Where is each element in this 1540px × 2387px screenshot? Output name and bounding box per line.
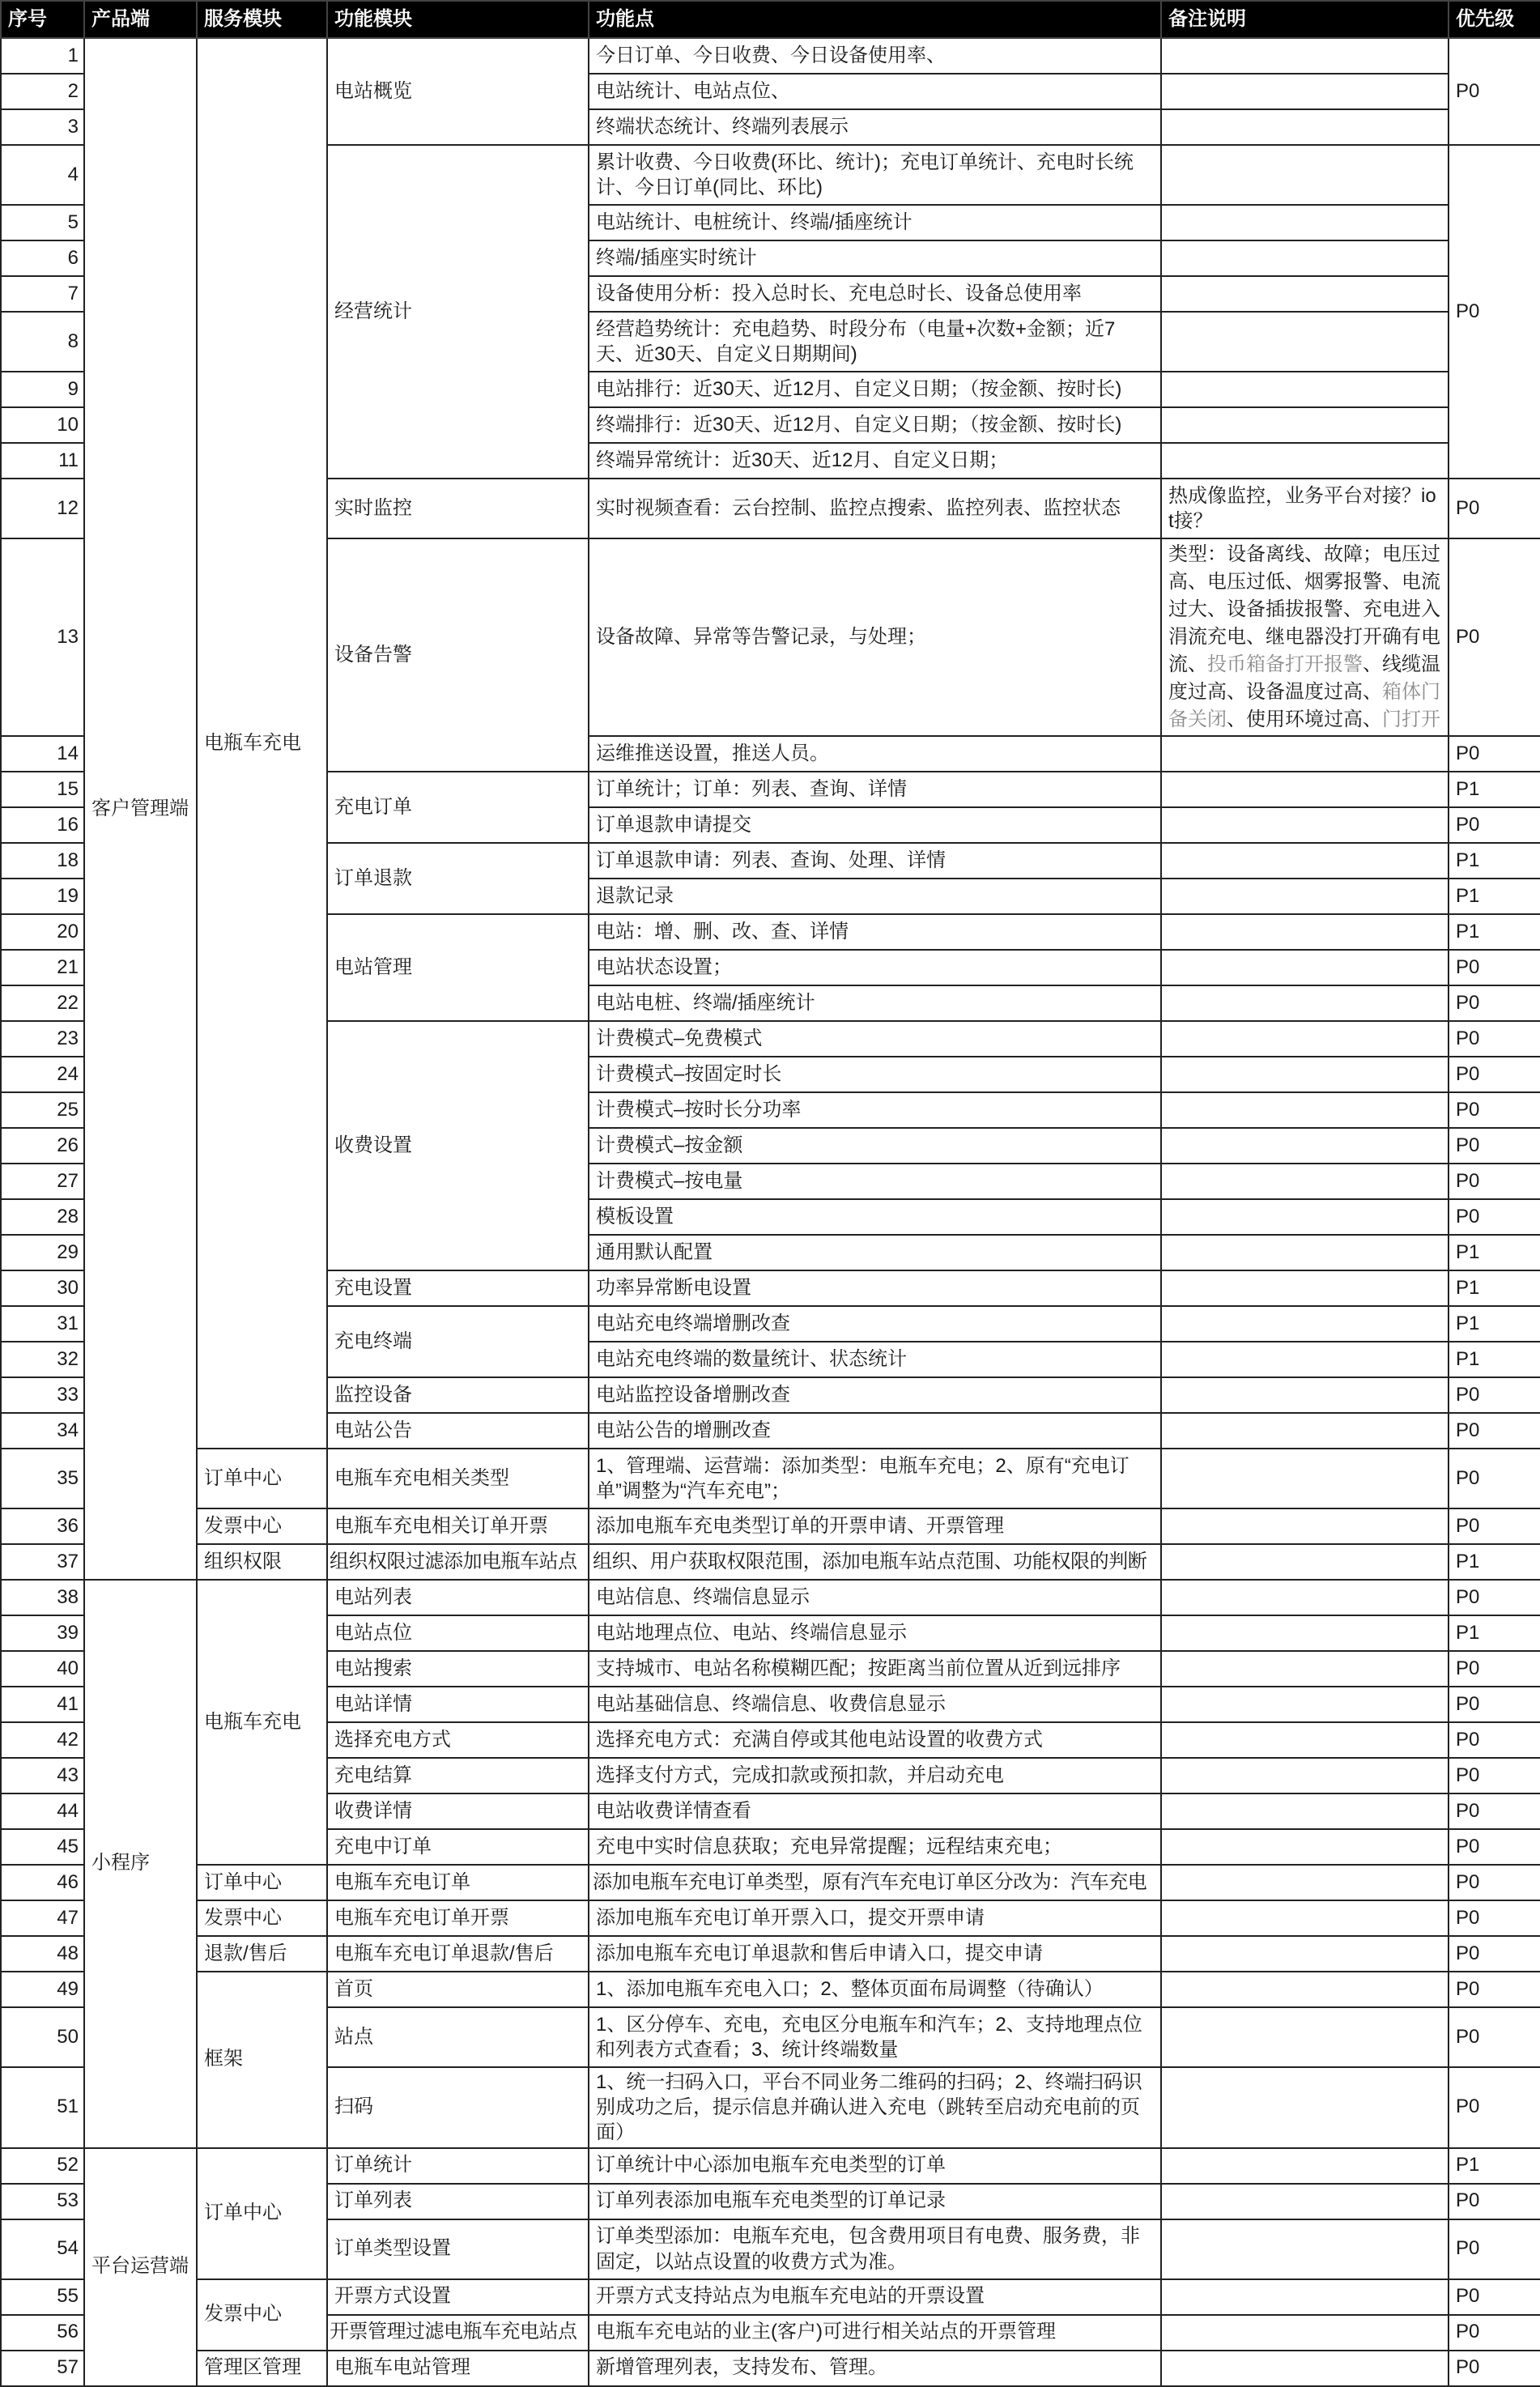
module-cell: 组织权限过滤添加电瓶车站点 [327, 1544, 589, 1580]
row-number: 15 [1, 772, 84, 807]
row-number: 2 [1, 74, 84, 109]
priority-cell: P1 [1449, 1270, 1540, 1306]
product-cell: 平台运营端 [84, 2148, 197, 2386]
feature-cell: 计费模式–按电量 [589, 1164, 1161, 1199]
module-cell: 电瓶车充电相关类型 [327, 1449, 589, 1508]
table-row [1, 1972, 1540, 2007]
product-cell: 客户管理端 [84, 38, 197, 1580]
row-number: 38 [1, 1580, 84, 1615]
feature-cell: 添加电瓶车充电订单开票入口，提交开票申请 [589, 1900, 1161, 1936]
module-cell: 首页 [327, 1972, 589, 2007]
row-number: 52 [1, 2148, 84, 2184]
note-cell [1161, 1342, 1449, 1377]
module-cell: 实时监控 [327, 479, 589, 538]
priority-cell: P0 [1449, 1900, 1540, 1936]
module-cell: 经营统计 [327, 145, 589, 479]
table-row [1, 1508, 1540, 1544]
priority-cell: P1 [1449, 914, 1540, 950]
module-cell: 收费设置 [327, 1021, 589, 1270]
feature-cell: 今日订单、今日收费、今日设备使用率、 [589, 38, 1161, 74]
feature-cell: 组织、用户获取权限范围，添加电瓶车站点范围、功能权限的判断 [589, 1544, 1161, 1580]
priority-cell: P1 [1449, 1235, 1540, 1270]
module-cell: 电站搜索 [327, 1651, 589, 1687]
priority-cell: P0 [1449, 1508, 1540, 1544]
note-cell [1161, 109, 1449, 145]
priority-cell: P0 [1449, 1449, 1540, 1508]
feature-cell: 电站状态设置； [589, 950, 1161, 985]
row-number: 13 [1, 538, 84, 736]
row-number: 49 [1, 1972, 84, 2007]
note-cell [1161, 407, 1449, 443]
priority-cell: P0 [1449, 145, 1540, 479]
module-cell: 电站管理 [327, 914, 589, 1021]
priority-cell: P1 [1449, 1342, 1540, 1377]
table-row [1, 2351, 1540, 2386]
header-cell: 优先级 [1449, 1, 1540, 38]
service-cell: 发票中心 [197, 1508, 327, 1544]
note-cell [1161, 1164, 1449, 1199]
priority-cell: P0 [1449, 1128, 1540, 1164]
note-cell [1161, 74, 1449, 109]
note-cell [1161, 372, 1449, 407]
feature-cell: 电站充电终端增删改查 [589, 1306, 1161, 1342]
note-cell [1161, 2219, 1449, 2279]
row-number: 19 [1, 879, 84, 914]
priority-cell: P0 [1449, 1413, 1540, 1449]
feature-cell: 电瓶车充电站的业主(客户)可进行相关站点的开票管理 [589, 2315, 1161, 2351]
service-cell: 订单中心 [197, 1449, 327, 1508]
priority-cell: P0 [1449, 950, 1540, 985]
module-cell: 选择充电方式 [327, 1722, 589, 1758]
priority-cell: P0 [1449, 2219, 1540, 2279]
row-number: 9 [1, 372, 84, 407]
row-number: 27 [1, 1164, 84, 1199]
priority-cell: P0 [1449, 1758, 1540, 1793]
row-number: 11 [1, 443, 84, 479]
priority-cell: P0 [1449, 2279, 1540, 2315]
service-cell: 电瓶车充电 [197, 1580, 327, 1865]
row-number: 25 [1, 1092, 84, 1128]
row-number: 26 [1, 1128, 84, 1164]
note-cell [1161, 240, 1449, 276]
feature-cell: 1、管理端、运营端：添加类型：电瓶车充电；2、原有“充电订单”调整为“汽车充电”； [589, 1449, 1161, 1508]
note-cell [1161, 914, 1449, 950]
row-number: 44 [1, 1793, 84, 1829]
note-cell [1161, 38, 1449, 74]
service-cell: 退款/售后 [197, 1936, 327, 1972]
header-cell: 序号 [1, 1, 84, 38]
feature-cell: 电站：增、删、改、查、详情 [589, 914, 1161, 950]
feature-cell: 选择充电方式：充满自停或其他电站设置的收费方式 [589, 1722, 1161, 1758]
feature-cell: 计费模式–按时长分功率 [589, 1092, 1161, 1128]
feature-cell: 运维推送设置，推送人员。 [589, 736, 1161, 772]
product-cell: 小程序 [84, 1580, 197, 2148]
module-cell: 订单类型设置 [327, 2219, 589, 2279]
feature-cell: 电站统计、电站点位、 [589, 74, 1161, 109]
feature-cell: 订单退款申请提交 [589, 807, 1161, 843]
feature-cell: 终端排行：近30天、近12月、自定义日期；（按金额、按时长) [589, 407, 1161, 443]
module-cell: 电站公告 [327, 1413, 589, 1449]
feature-cell: 电站充电终端的数量统计、状态统计 [589, 1342, 1161, 1377]
note-cell [1161, 1900, 1449, 1936]
feature-cell: 1、统一扫码入口，平台不同业务二维码的扫码；2、终端扫码识别成功之后，提示信息并确认进入充电（跳转至启动充电前的页面） [589, 2067, 1161, 2148]
module-cell: 电瓶车充电订单退款/售后 [327, 1936, 589, 1972]
priority-cell: P0 [1449, 1793, 1540, 1829]
feature-cell: 终端状态统计、终端列表展示 [589, 109, 1161, 145]
feature-cell: 电站收费详情查看 [589, 1793, 1161, 1829]
header-cell: 功能模块 [327, 1, 589, 38]
note-cell [1161, 1092, 1449, 1128]
feature-cell: 添加电瓶车充电订单退款和售后申请入口，提交申请 [589, 1936, 1161, 1972]
note-cell [1161, 1128, 1449, 1164]
row-number: 20 [1, 914, 84, 950]
note-cell [1161, 205, 1449, 240]
priority-cell: P0 [1449, 1057, 1540, 1092]
row-number: 31 [1, 1306, 84, 1342]
priority-cell: P0 [1449, 2184, 1540, 2219]
row-number: 33 [1, 1377, 84, 1413]
module-cell: 充电结算 [327, 1758, 589, 1793]
feature-cell: 添加电瓶车充电订单类型，原有汽车充电订单区分改为：汽车充电 [589, 1865, 1161, 1900]
feature-cell: 终端异常统计：近30天、近12月、自定义日期； [589, 443, 1161, 479]
module-cell: 电站列表 [327, 1580, 589, 1615]
note-cell [1161, 1413, 1449, 1449]
row-number: 7 [1, 276, 84, 312]
priority-cell: P0 [1449, 1651, 1540, 1687]
row-number: 41 [1, 1687, 84, 1722]
module-cell: 订单统计 [327, 2148, 589, 2184]
priority-cell: P0 [1449, 2007, 1540, 2067]
row-number: 3 [1, 109, 84, 145]
feature-cell: 电站地理点位、电站、终端信息显示 [589, 1615, 1161, 1651]
row-number: 42 [1, 1722, 84, 1758]
priority-cell: P0 [1449, 2351, 1540, 2386]
header-cell: 功能点 [589, 1, 1161, 38]
row-number: 34 [1, 1413, 84, 1449]
priority-cell: P1 [1449, 843, 1540, 879]
priority-cell: P0 [1449, 1021, 1540, 1057]
row-number: 8 [1, 312, 84, 372]
priority-cell: P0 [1449, 736, 1540, 772]
priority-cell: P0 [1449, 1687, 1540, 1722]
module-cell: 充电终端 [327, 1306, 589, 1377]
feature-cell: 电站排行：近30天、近12月、自定义日期；（按金额、按时长) [589, 372, 1161, 407]
note-cell [1161, 2315, 1449, 2351]
row-number: 40 [1, 1651, 84, 1687]
feature-cell: 添加电瓶车充电类型订单的开票申请、开票管理 [589, 1508, 1161, 1544]
note-cell [1161, 2279, 1449, 2315]
note-cell [1161, 2351, 1449, 2386]
priority-cell: P0 [1449, 1829, 1540, 1865]
row-number: 46 [1, 1865, 84, 1900]
row-number: 54 [1, 2219, 84, 2279]
module-cell: 设备告警 [327, 538, 589, 772]
row-number: 23 [1, 1021, 84, 1057]
priority-cell: P0 [1449, 985, 1540, 1021]
module-cell: 站点 [327, 2007, 589, 2067]
row-number: 16 [1, 807, 84, 843]
row-number: 18 [1, 843, 84, 879]
feature-cell: 支持城市、电站名称模糊匹配；按距离当前位置从近到远排序 [589, 1651, 1161, 1687]
table-row [1, 2148, 1540, 2184]
priority-cell: P1 [1449, 772, 1540, 807]
row-number: 4 [1, 145, 84, 205]
feature-cell: 新增管理列表，支持发布、管理。 [589, 2351, 1161, 2386]
row-number: 5 [1, 205, 84, 240]
note-cell [1161, 312, 1449, 372]
module-cell: 电站概览 [327, 38, 589, 145]
priority-cell: P1 [1449, 1544, 1540, 1580]
service-cell: 管理区管理 [197, 2351, 327, 2386]
note-cell [1161, 276, 1449, 312]
feature-cell: 订单统计中心添加电瓶车充电类型的订单 [589, 2148, 1161, 2184]
note-cell [1161, 1235, 1449, 1270]
feature-cell: 实时视频查看：云台控制、监控点搜索、监控列表、监控状态 [589, 479, 1161, 538]
note-cell [1161, 1687, 1449, 1722]
table-row [1, 1936, 1540, 1972]
feature-cell: 电站基础信息、终端信息、收费信息显示 [589, 1687, 1161, 1722]
note-cell [1161, 2007, 1449, 2067]
table-row [1, 1900, 1540, 1936]
module-cell: 充电中订单 [327, 1829, 589, 1865]
module-cell: 监控设备 [327, 1377, 589, 1413]
feature-cell: 充电中实时信息获取；充电异常提醒；远程结束充电； [589, 1829, 1161, 1865]
row-number: 56 [1, 2315, 84, 2351]
module-cell: 开票方式设置 [327, 2279, 589, 2315]
feature-cell: 计费模式–免费模式 [589, 1021, 1161, 1057]
module-cell: 充电设置 [327, 1270, 589, 1306]
service-cell: 框架 [197, 1972, 327, 2148]
note-cell [1161, 1306, 1449, 1342]
note-cell [1161, 950, 1449, 985]
feature-cell: 终端/插座实时统计 [589, 240, 1161, 276]
row-number: 24 [1, 1057, 84, 1092]
row-number: 21 [1, 950, 84, 985]
feature-cell: 模板设置 [589, 1199, 1161, 1235]
row-number: 53 [1, 2184, 84, 2219]
note-cell [1161, 736, 1449, 772]
table-row [1, 1865, 1540, 1900]
module-cell: 电站点位 [327, 1615, 589, 1651]
priority-cell: P0 [1449, 1936, 1540, 1972]
row-number: 35 [1, 1449, 84, 1508]
module-cell: 订单退款 [327, 843, 589, 914]
row-number: 10 [1, 407, 84, 443]
note-cell [1161, 1615, 1449, 1651]
feature-cell: 订单类型添加：电瓶车充电，包含费用项目有电费、服务费，非固定，以站点设置的收费方式为准。 [589, 2219, 1161, 2279]
service-cell: 电瓶车充电 [197, 38, 327, 1449]
priority-cell: P0 [1449, 1580, 1540, 1615]
row-number: 28 [1, 1199, 84, 1235]
feature-cell: 经营趋势统计：充电趋势、时段分布（电量+次数+金额；近7天、近30天、自定义日期期间) [589, 312, 1161, 372]
note-cell [1161, 772, 1449, 807]
priority-cell: P0 [1449, 1722, 1540, 1758]
note-cell [1161, 443, 1449, 479]
note-cell: 热成像监控，业务平台对接？iot接？ [1161, 479, 1449, 538]
row-number: 57 [1, 2351, 84, 2386]
note-cell [1161, 1758, 1449, 1793]
note-cell [1161, 1580, 1449, 1615]
priority-cell: P0 [1449, 1164, 1540, 1199]
priority-cell: P1 [1449, 879, 1540, 914]
module-cell: 电瓶车充电相关订单开票 [327, 1508, 589, 1544]
alarm-note-cell [1161, 538, 1449, 736]
note-cell [1161, 1829, 1449, 1865]
note-cell [1161, 145, 1449, 205]
alarm-type-note: 类型：设备离线、故障；电压过高、电压过低、烟雾报警、电流过大、设备插拔报警、充电进入涓流充电、继电器没打开确有电流、投币箱备打开报警、线缆温度过高、设备温度过高、箱体门备关闭、使用环境过高、门打开 [1168, 542, 1440, 731]
row-number: 14 [1, 736, 84, 772]
row-number: 48 [1, 1936, 84, 1972]
note-cell [1161, 1544, 1449, 1580]
row-number: 55 [1, 2279, 84, 2315]
priority-cell: P0 [1449, 807, 1540, 843]
note-cell [1161, 2148, 1449, 2184]
row-number: 43 [1, 1758, 84, 1793]
table-row [1, 1449, 1540, 1508]
note-cell [1161, 807, 1449, 843]
priority-cell: P0 [1449, 1092, 1540, 1128]
module-cell: 开票管理过滤电瓶车充电站点 [327, 2315, 589, 2351]
header-cell: 产品端 [84, 1, 197, 38]
row-number: 45 [1, 1829, 84, 1865]
row-number: 30 [1, 1270, 84, 1306]
module-cell: 收费详情 [327, 1793, 589, 1829]
note-cell [1161, 843, 1449, 879]
feature-cell: 电站监控设备增删改查 [589, 1377, 1161, 1413]
note-cell [1161, 1972, 1449, 2007]
service-cell: 订单中心 [197, 1865, 327, 1900]
table-row [1, 38, 1540, 74]
priority-cell: P0 [1449, 479, 1540, 538]
row-number: 6 [1, 240, 84, 276]
module-cell: 订单列表 [327, 2184, 589, 2219]
feature-cell: 计费模式–按金额 [589, 1128, 1161, 1164]
note-cell [1161, 1936, 1449, 1972]
priority-cell: P0 [1449, 1865, 1540, 1900]
priority-cell: P0 [1449, 1199, 1540, 1235]
feature-cell: 设备使用分析：投入总时长、充电总时长、设备总使用率 [589, 276, 1161, 312]
service-cell: 发票中心 [197, 1900, 327, 1936]
module-cell: 扫码 [327, 2067, 589, 2148]
feature-cell: 电站电桩、终端/插座统计 [589, 985, 1161, 1021]
module-cell: 电瓶车电站管理 [327, 2351, 589, 2386]
feature-cell: 订单列表添加电瓶车充电类型的订单记录 [589, 2184, 1161, 2219]
header-cell: 服务模块 [197, 1, 327, 38]
service-cell: 发票中心 [197, 2279, 327, 2351]
note-cell [1161, 2184, 1449, 2219]
priority-cell: P1 [1449, 1615, 1540, 1651]
row-number: 37 [1, 1544, 84, 1580]
note-cell [1161, 1449, 1449, 1508]
row-number: 12 [1, 479, 84, 538]
note-cell [1161, 1199, 1449, 1235]
note-cell [1161, 1865, 1449, 1900]
note-cell [1161, 1651, 1449, 1687]
row-number: 1 [1, 38, 84, 74]
row-number: 51 [1, 2067, 84, 2148]
feature-cell: 功率异常断电设置 [589, 1270, 1161, 1306]
feature-cell: 电站信息、终端信息显示 [589, 1580, 1161, 1615]
feature-cell: 累计收费、今日收费(环比、统计)；充电订单统计、充电时长统计、今日订单(同比、环比) [589, 145, 1161, 205]
feature-cell: 电站统计、电桩统计、终端/插座统计 [589, 205, 1161, 240]
priority-cell: P0 [1449, 38, 1540, 145]
feature-cell: 开票方式支持站点为电瓶车充电站的开票设置 [589, 2279, 1161, 2315]
feature-cell: 设备故障、异常等告警记录，与处理； [589, 538, 1161, 736]
service-cell: 组织权限 [197, 1544, 327, 1580]
service-cell: 订单中心 [197, 2148, 327, 2279]
priority-cell: P1 [1449, 1306, 1540, 1342]
priority-cell: P0 [1449, 2315, 1540, 2351]
row-number: 50 [1, 2007, 84, 2067]
feature-cell: 订单退款申请：列表、查询、处理、详情 [589, 843, 1161, 879]
note-cell [1161, 1793, 1449, 1829]
row-number: 22 [1, 985, 84, 1021]
note-cell [1161, 2067, 1449, 2148]
row-number: 36 [1, 1508, 84, 1544]
priority-cell: P0 [1449, 1377, 1540, 1413]
note-cell [1161, 1722, 1449, 1758]
note-cell [1161, 1057, 1449, 1092]
note-cell [1161, 1508, 1449, 1544]
module-cell: 电瓶车充电订单 [327, 1865, 589, 1900]
feature-cell: 通用默认配置 [589, 1235, 1161, 1270]
note-cell [1161, 1021, 1449, 1057]
note-cell [1161, 1377, 1449, 1413]
header-cell: 备注说明 [1161, 1, 1449, 38]
module-cell: 电站详情 [327, 1687, 589, 1722]
feature-cell: 计费模式–按固定时长 [589, 1057, 1161, 1092]
table-row [1, 2279, 1540, 2315]
table-row [1, 1544, 1540, 1580]
feature-cell: 1、区分停车、充电，充电区分电瓶车和汽车；2、支持地理点位和列表方式查看；3、统计终端数量 [589, 2007, 1161, 2067]
module-cell: 电瓶车充电订单开票 [327, 1900, 589, 1936]
note-cell [1161, 1270, 1449, 1306]
priority-cell: P0 [1449, 1972, 1540, 2007]
row-number: 32 [1, 1342, 84, 1377]
priority-cell: P0 [1449, 2067, 1540, 2148]
note-cell [1161, 985, 1449, 1021]
feature-cell: 退款记录 [589, 879, 1161, 914]
feature-cell: 电站公告的增删改查 [589, 1413, 1161, 1449]
feature-cell: 选择支付方式，完成扣款或预扣款，并启动充电 [589, 1758, 1161, 1793]
table-row [1, 1580, 1540, 1615]
note-cell [1161, 879, 1449, 914]
row-number: 39 [1, 1615, 84, 1651]
row-number: 29 [1, 1235, 84, 1270]
feature-cell: 订单统计；订单：列表、查询、详情 [589, 772, 1161, 807]
header-row [1, 1, 1540, 38]
priority-cell: P0 [1449, 538, 1540, 736]
row-number: 47 [1, 1900, 84, 1936]
feature-cell: 1、添加电瓶车充电入口；2、整体页面布局调整（待确认） [589, 1972, 1161, 2007]
priority-cell: P1 [1449, 2148, 1540, 2184]
module-cell: 充电订单 [327, 772, 589, 843]
